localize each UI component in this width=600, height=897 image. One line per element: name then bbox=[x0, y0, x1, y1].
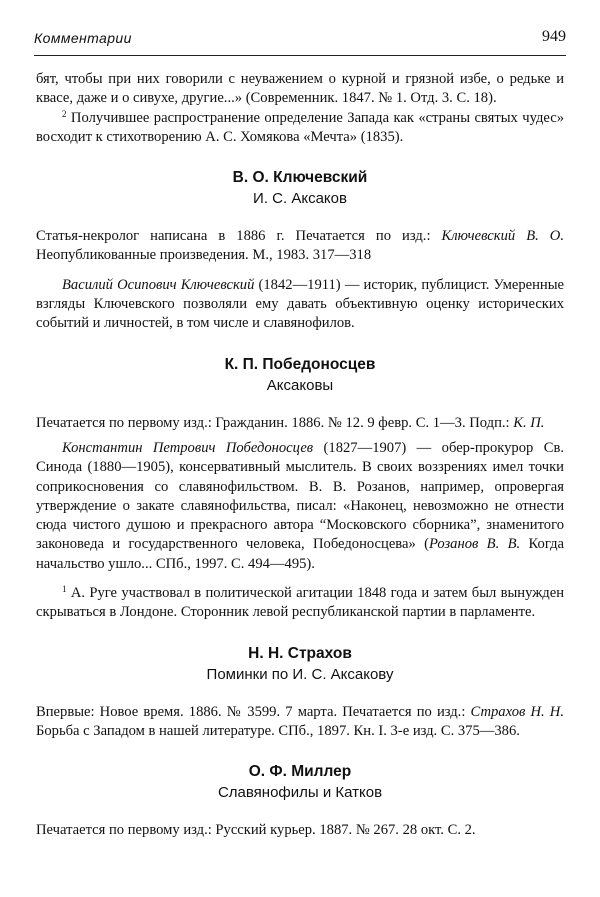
section-title: Славянофилы и Катков bbox=[217, 784, 383, 802]
page-number: 949 bbox=[542, 28, 566, 45]
bio-end: Когда начальство ушло... СПб., 1997. С. 494—495). bbox=[36, 536, 564, 572]
publication-note bbox=[36, 703, 564, 742]
pub-source: Страхов Н. Н. bbox=[470, 703, 564, 720]
section-pobedonostsev bbox=[36, 354, 564, 623]
footnote-2 bbox=[36, 109, 564, 148]
section-miller bbox=[36, 761, 564, 840]
pub-prefix: Печатается по первому изд.: Гражданин. 1886. № 12. 9 февр. С. 1—3. Подп.: bbox=[36, 414, 514, 431]
pub-sign: К. П. bbox=[513, 414, 545, 431]
pub-prefix: Впервые: Новое время. 1886. № 3599. 7 марта. Печатается по изд.: bbox=[36, 703, 471, 720]
running-header bbox=[34, 30, 566, 54]
bio-text: (1827—1907) — обер-прокурор Св. Синода (1880—1905), консервативный мыслитель. В своих воззрениях имел точки соприкосновения со славянофильством. В. В. Розанов, например, опровергая утверждение о закате славянофильства, писал: «Наконец, невозможно не отнести сюда чистого душою и прекрасного автора “Московского сборника”, знаменитого законоведа и государственного человека, Победоносцева» ( bbox=[36, 439, 565, 553]
publication-note bbox=[36, 227, 564, 266]
footnote-1 bbox=[36, 584, 564, 623]
publication-note bbox=[36, 414, 564, 433]
section-author: Н. Н. Страхов bbox=[248, 644, 352, 662]
section-title: Поминки по И. С. Аксакову bbox=[206, 665, 394, 683]
section-author: В. О. Ключевский bbox=[232, 169, 368, 187]
pub-suffix: Неопубликованные произведения. М., 1983. 317—318 bbox=[36, 247, 372, 264]
pub-source: Ключевский В. О. bbox=[441, 228, 564, 245]
section-title: Аксаковы bbox=[266, 376, 334, 394]
footnote-text: А. Руге участвовал в политической агитации 1848 года и затем был вынужден скрываться в Лондоне. Сторонник левой республиканской партии в парламенте. bbox=[36, 585, 565, 621]
section-author: О. Ф. Миллер bbox=[248, 763, 352, 781]
bio-text: (1842—1911) — историк, публицист. Умеренные взгляды Ключевского позволяли ему давать объективную оценку исторических событий и личностей, в том числе и славянофилов. bbox=[36, 276, 564, 332]
section-klyuchevsky bbox=[36, 167, 564, 333]
section-title: Комментарии bbox=[34, 30, 132, 46]
footnote-text: Получившее распространение определение Запада как «страны святых чудес» восходит к стихотворению А. С. Хомякова «Мечта» (1835). bbox=[36, 109, 564, 145]
section-strakhov bbox=[36, 643, 564, 742]
footnote-mark: 2 bbox=[62, 108, 67, 119]
continued-paragraph: бят, чтобы при них говорили с неуважением о курной и грязной избе, о редьке и квасе, даже и о сивухе, другие...» (Современник. 1847. № 1. Отд. 3. С. 18). bbox=[36, 71, 564, 107]
section-author: К. П. Победоносцев bbox=[224, 355, 376, 373]
pub-suffix: Борьба с Западом в нашей литературе. СПб., 1897. Кн. I. 3-е изд. С. 375—386. bbox=[36, 722, 520, 739]
bio-name: Василий Осипович Ключевский bbox=[62, 276, 255, 293]
bio-paragraph bbox=[36, 276, 564, 334]
publication-note: Печатается по первому изд.: Русский курьер. 1887. № 267. 28 окт. С. 2. bbox=[36, 822, 476, 839]
pub-prefix: Статья-некролог написана в 1886 г. Печатается по изд.: bbox=[36, 228, 442, 245]
section-title: И. С. Аксаков bbox=[253, 190, 347, 208]
bio-ref: Розанов В. В. bbox=[428, 536, 521, 553]
footnote-mark: 1 bbox=[62, 584, 67, 595]
header-rule bbox=[34, 55, 566, 56]
main-text bbox=[36, 70, 564, 841]
bio-name: Константин Петрович Победоносцев bbox=[62, 439, 314, 456]
bio-paragraph bbox=[36, 439, 564, 574]
